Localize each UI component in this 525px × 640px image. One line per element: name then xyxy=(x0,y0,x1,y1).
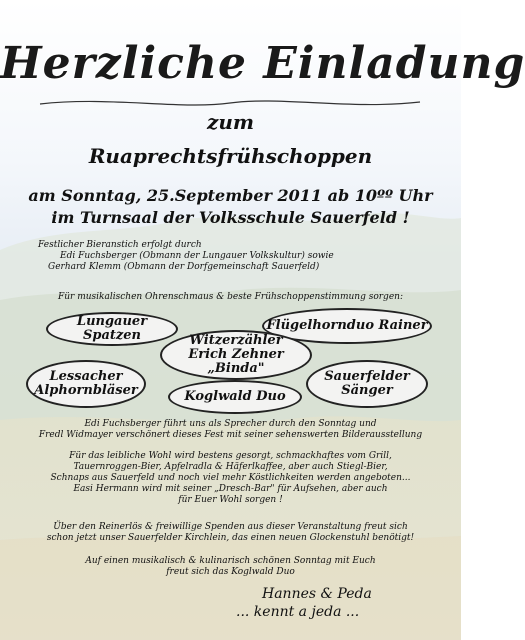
paragraph-line: Fredl Widmayer verschönert dieses Fest mit seiner sehenswerten Bilderausstellung xyxy=(38,430,423,440)
paragraph-food xyxy=(14,451,447,506)
event-date: am Sonntag, 25.September 2011 ab 10ºº Uhr xyxy=(28,186,433,205)
paragraph-line: schon jetzt unser Sauerfelder Kirchlein, das einen neuen Glockenstuhl benötigt! xyxy=(46,533,415,543)
paragraph-line: Easi Hermann wird mit seiner „Dresch-Bar" für Aufsehen, aber auch xyxy=(73,484,388,494)
intro-line-2: Edi Fuchsberger (Obmann der Lungauer Volkskultur) sowie xyxy=(60,251,334,261)
band-label: Flügelhornduo Rainer xyxy=(266,318,428,333)
event-place: im Turnsaal der Volksschule Sauerfeld ! xyxy=(51,208,410,227)
band-witzerzaehler xyxy=(160,330,312,380)
title-flourish xyxy=(30,96,430,110)
paragraph-line: Für das leibliche Wohl wird bestens gesorgt, schmackhaftes vom Grill, xyxy=(69,451,392,461)
band-label-line1: Sauerfelder xyxy=(324,369,410,384)
paragraph-line: freut sich das Koglwald Duo xyxy=(166,567,295,577)
music-intro: Für musikalischen Ohrenschmaus & beste Frühschoppenstimmung sorgen: xyxy=(58,292,403,302)
band-label-line2: Sänger xyxy=(341,383,393,398)
band-lungauer-spatzen xyxy=(46,312,178,346)
signature-tagline: ... kennt a jeda ... xyxy=(236,604,360,620)
paragraph-closing xyxy=(14,556,447,578)
band-label: Lungauer Spatzen xyxy=(76,314,148,343)
paragraph-line: Schnaps aus Sauerfeld und noch viel mehr Köstlichkeiten werden angeboten... xyxy=(50,473,411,483)
subtitle-zum: zum xyxy=(206,110,255,134)
band-sauerfelder-saenger xyxy=(306,360,428,408)
paragraph-line: Edi Fuchsberger führt uns als Sprecher durch den Sonntag und xyxy=(84,419,377,429)
band-label-line2: Erich Zehner „Binda" xyxy=(188,347,284,376)
band-lessacher-alphornblaeser xyxy=(26,360,146,408)
paragraph-host xyxy=(14,419,447,441)
band-label: Koglwald Duo xyxy=(184,389,286,404)
intro-line-1: Festlicher Bieranstich erfolgt durch xyxy=(38,240,202,250)
signature-names: Hannes & Peda xyxy=(262,586,372,602)
paragraph-line: Tauernroggen-Bier, Apfelradla & Häferlkaffee, aber auch Stiegl-Bier, xyxy=(73,462,388,472)
paragraph-donation xyxy=(14,522,447,544)
band-label-line1: Witzerzähler xyxy=(189,333,283,348)
band-koglwald-duo xyxy=(168,380,302,414)
intro-line-3: Gerhard Klemm (Obmann der Dorfgemeinschaft Sauerfeld) xyxy=(48,262,320,272)
band-label-line1: Lessacher xyxy=(49,369,123,384)
paragraph-line: Auf einen musikalisch & kulinarisch schönen Sonntag mit Euch xyxy=(85,556,376,566)
band-label-line2: Alphornbläser xyxy=(34,383,138,398)
paragraph-line: für Euer Wohl sorgen ! xyxy=(178,495,283,505)
page-title: Herzliche Einladung xyxy=(0,38,525,89)
event-name: Ruaprechtsfrühschoppen xyxy=(88,144,373,168)
paragraph-line: Über den Reinerlös & freiwillige Spenden aus dieser Veranstaltung freut sich xyxy=(53,522,408,532)
